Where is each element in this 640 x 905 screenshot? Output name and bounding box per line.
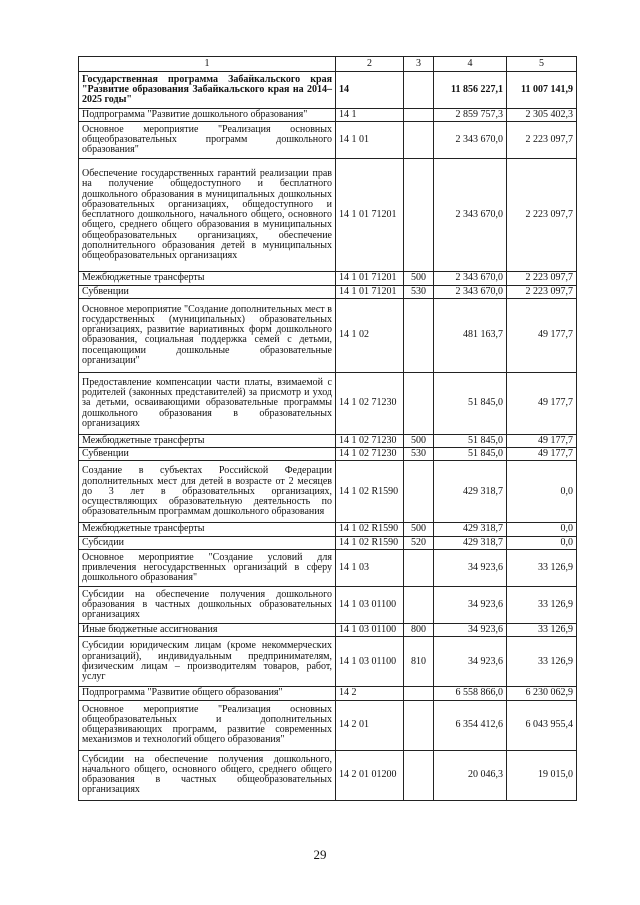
amount-2025: 0,0 [507,523,577,536]
item-code: 14 1 02 R1590 [336,461,404,523]
item-name: Создание в субъектах Российской Федерации дополнительных мест для детей в возрасте от 2 месяцев до 3 лет в образовательных организациях, осуществляющих образовательную деятельность по образовательным программам дошкольного образования [79,461,336,523]
amount-2025: 11 007 141,9 [507,72,577,109]
expense-type-code: 500 [404,434,434,447]
amount-2024: 429 318,7 [434,461,507,523]
amount-2025: 2 223 097,7 [507,285,577,298]
expense-type-code [404,461,434,523]
table-row [79,298,577,372]
item-name: Субсидии на обеспечение получения дошкольного образования в частных дошкольных образовательных организациях [79,587,336,624]
column-header-4: 4 [434,57,507,72]
item-name: Субвенции [79,285,336,298]
amount-2024: 51 845,0 [434,448,507,461]
amount-2024: 34 923,6 [434,624,507,637]
item-code: 14 1 02 R1590 [336,536,404,549]
amount-2024: 6 354 412,6 [434,700,507,750]
amount-2024: 34 923,6 [434,550,507,587]
item-name: Основное мероприятие "Создание условий для привлечения негосударственных организаций в сферу дошкольного образования" [79,550,336,587]
expense-type-code: 530 [404,285,434,298]
column-header-1: 1 [79,57,336,72]
amount-2025: 6 230 062,9 [507,687,577,700]
table-row [79,272,577,285]
item-code: 14 1 [336,109,404,122]
table-row [79,750,577,800]
amount-2025: 49 177,7 [507,298,577,372]
table-row [79,637,577,687]
amount-2024: 2 343 670,0 [434,122,507,159]
column-header-2: 2 [336,57,404,72]
expense-type-code [404,700,434,750]
table-row [79,109,577,122]
amount-2025: 33 126,9 [507,550,577,587]
table-body [79,72,577,801]
item-code: 14 1 01 71201 [336,272,404,285]
item-code: 14 1 02 71230 [336,372,404,434]
page-content [78,56,576,801]
item-code: 14 1 01 71201 [336,159,404,272]
amount-2024: 51 845,0 [434,372,507,434]
expense-type-code [404,72,434,109]
expense-type-code [404,109,434,122]
amount-2024: 2 343 670,0 [434,285,507,298]
item-name: Межбюджетные трансферты [79,272,336,285]
table-row [79,536,577,549]
amount-2024: 2 859 757,3 [434,109,507,122]
expense-type-code [404,372,434,434]
expense-type-code [404,550,434,587]
amount-2025: 33 126,9 [507,624,577,637]
table-row [79,687,577,700]
item-code: 14 1 02 [336,298,404,372]
item-name: Обеспечение государственных гарантий реализации прав на получение общедоступного и бесплатного дошкольного образования в муниципальных дошкольных образовательных организациях, общедоступного и бесплатного дошкольного, начального общего, основного общего, среднего общего образования в муниципальных общеобразовательных организациях, обеспечение дополнительного образования детей в муниципальных общеобразовательных организациях [79,159,336,272]
amount-2024: 34 923,6 [434,637,507,687]
item-name: Государственная программа Забайкальского края "Развитие образования Забайкальского края на 2014–2025 годы" [79,72,336,109]
amount-2024: 429 318,7 [434,523,507,536]
table-row [79,550,577,587]
amount-2024: 20 046,3 [434,750,507,800]
item-name: Подпрограмма "Развитие общего образования" [79,687,336,700]
amount-2025: 2 223 097,7 [507,122,577,159]
amount-2025: 2 305 402,3 [507,109,577,122]
table-row [79,285,577,298]
item-name: Иные бюджетные ассигнования [79,624,336,637]
amount-2024: 2 343 670,0 [434,272,507,285]
page-number: 29 [313,847,327,862]
item-name: Субсидии юридическим лицам (кроме некоммерческих организаций), индивидуальным предпринимателям, физическим лицам – производителям товаров, работ, услуг [79,637,336,687]
expense-type-code [404,122,434,159]
expense-type-code [404,298,434,372]
item-code: 14 2 01 01200 [336,750,404,800]
table-row [79,700,577,750]
table-row [79,448,577,461]
item-code: 14 1 03 [336,550,404,587]
expense-type-code: 810 [404,637,434,687]
expense-type-code [404,587,434,624]
amount-2024: 51 845,0 [434,434,507,447]
item-name: Подпрограмма "Развитие дошкольного образования" [79,109,336,122]
amount-2024: 34 923,6 [434,587,507,624]
table-row [79,72,577,109]
item-code: 14 [336,72,404,109]
expense-type-code: 800 [404,624,434,637]
item-name: Субсидии на обеспечение получения дошкольного, начального общего, основного общего, среднего общего образования в частных общеобразовательных организациях [79,750,336,800]
item-name: Межбюджетные трансферты [79,434,336,447]
amount-2025: 2 223 097,7 [507,272,577,285]
item-code: 14 2 [336,687,404,700]
column-header-3: 3 [404,57,434,72]
table-row [79,461,577,523]
table-row [79,587,577,624]
amount-2025: 19 015,0 [507,750,577,800]
amount-2025: 49 177,7 [507,434,577,447]
amount-2025: 33 126,9 [507,587,577,624]
item-code: 14 1 03 01100 [336,637,404,687]
item-name: Предоставление компенсации части платы, взимаемой с родителей (законных представителей) за присмотр и уход за детьми, осваивающими образовательные программы дошкольного образования в образовательных организациях [79,372,336,434]
column-header-5: 5 [507,57,577,72]
item-code: 14 1 02 R1590 [336,523,404,536]
expense-type-code [404,159,434,272]
item-code: 14 1 02 71230 [336,448,404,461]
expense-type-code [404,750,434,800]
budget-table [78,56,577,801]
amount-2024: 11 856 227,1 [434,72,507,109]
expense-type-code: 520 [404,536,434,549]
item-code: 14 1 03 01100 [336,624,404,637]
table-row [79,159,577,272]
item-name: Основное мероприятие "Создание дополнительных мест в государственных (муниципальных) образовательных организациях, развитие вариативных форм дошкольного образования, социальная поддержка семей с детьми, посещающими дошкольные образовательные организации" [79,298,336,372]
item-name: Межбюджетные трансферты [79,523,336,536]
amount-2025: 0,0 [507,461,577,523]
item-code: 14 1 01 [336,122,404,159]
expense-type-code [404,687,434,700]
table-row [79,523,577,536]
item-code: 14 1 02 71230 [336,434,404,447]
item-code: 14 1 01 71201 [336,285,404,298]
amount-2024: 429 318,7 [434,536,507,549]
table-row [79,372,577,434]
column-number-row [79,57,577,72]
table-row [79,624,577,637]
expense-type-code: 500 [404,272,434,285]
table-row [79,122,577,159]
item-name: Основное мероприятие "Реализация основных общеобразовательных и дополнительных общеразвивающих программ, развитие современных механизмов и технологий общего образования" [79,700,336,750]
amount-2024: 6 558 866,0 [434,687,507,700]
amount-2025: 6 043 955,4 [507,700,577,750]
item-name: Основное мероприятие "Реализация основных общеобразовательных программ дошкольного образования" [79,122,336,159]
table-row [79,434,577,447]
item-name: Субсидии [79,536,336,549]
item-code: 14 2 01 [336,700,404,750]
expense-type-code: 530 [404,448,434,461]
amount-2025: 2 223 097,7 [507,159,577,272]
expense-type-code: 500 [404,523,434,536]
amount-2025: 49 177,7 [507,448,577,461]
amount-2025: 0,0 [507,536,577,549]
amount-2024: 481 163,7 [434,298,507,372]
amount-2025: 49 177,7 [507,372,577,434]
item-code: 14 1 03 01100 [336,587,404,624]
amount-2025: 33 126,9 [507,637,577,687]
amount-2024: 2 343 670,0 [434,159,507,272]
item-name: Субвенции [79,448,336,461]
